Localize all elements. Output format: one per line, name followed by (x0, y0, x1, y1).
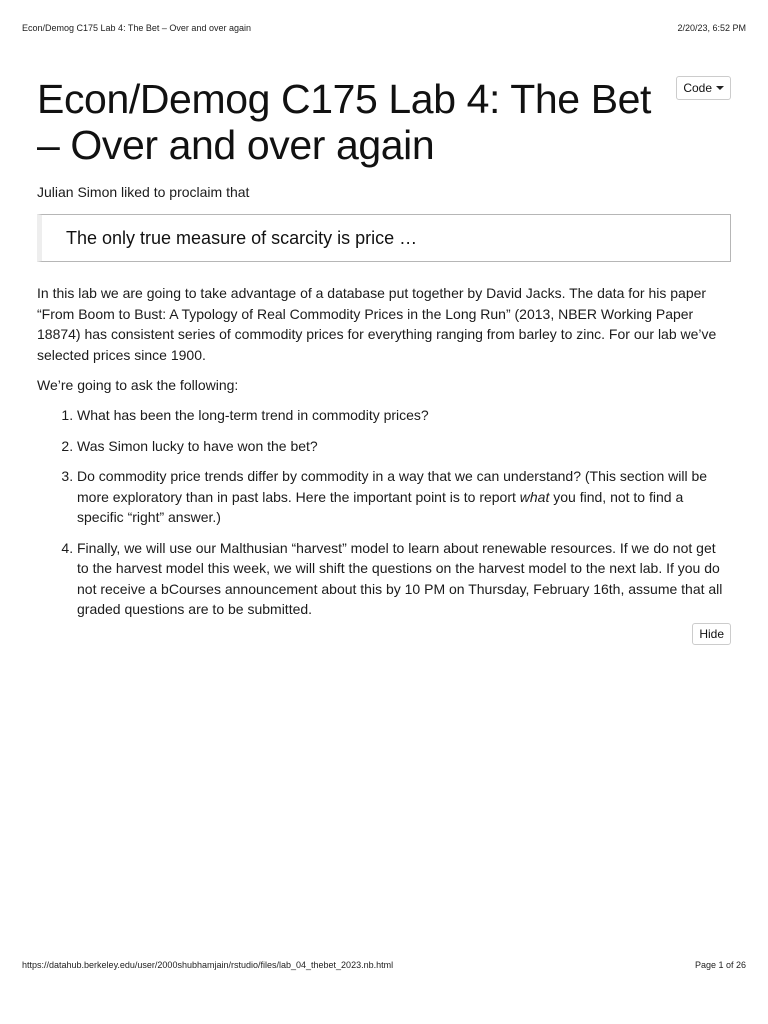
list-item (77, 466, 731, 528)
list-item: 1. What has been the long-term trend in commodity prices? (77, 405, 731, 426)
questions-list (37, 405, 731, 620)
page-number: Page 1 of 26 (694, 960, 746, 970)
code-button-label: Code (683, 81, 712, 95)
list-item: 2. Was Simon lucky to have won the bet? (77, 436, 731, 457)
document-content (37, 70, 731, 641)
print-header (22, 23, 746, 33)
emphasis-text: what (519, 488, 550, 505)
quote-block: The only true measure of scarcity is price … (37, 214, 731, 262)
list-item-text: Do commodity price trends differ by commodity in a way that we can understand? (This section will be more exploratory than in past labs. Here the important point is to report (77, 468, 708, 505)
footer-url: https://datahub.berkeley.edu/user/2000shubhamjain/rstudio/files/lab_04_thebet_2023.nb.html (22, 960, 394, 970)
list-item: 4. Finally, we will use our Malthusian “harvest” model to learn about renewable resources. If we do not get to the harvest model this week, we will shift the questions on the harvest model to the next lab. If you do not receive a bCourses announcement about this by 10 PM on Thursday, February 16th, assume that all graded questions are to be submitted. (77, 538, 731, 620)
page-title: Econ/Demog C175 Lab 4: The Bet – Over and over again (37, 76, 652, 168)
list-item-text: you find, not to find a specific “right” answer.) (77, 488, 684, 525)
intro-text: Julian Simon liked to proclaim that (37, 184, 250, 200)
header-datetime: 2/20/23, 6:52 PM (677, 23, 746, 33)
body-paragraph: In this lab we are going to take advantage of a database put together by David Jacks. The data for his paper “From Boom to Bust: A Typology of Real Commodity Prices in the Long Run” (2013, NBER Working Paper 18874) has consistent series of commodity prices for everything ranging from barley to zinc. For our lab we’ve selected prices since 1900. (37, 285, 717, 363)
caret-down-icon (716, 86, 724, 90)
print-footer (22, 960, 746, 970)
header-doc-title: Econ/Demog C175 Lab 4: The Bet – Over and over again (22, 23, 251, 33)
questions-intro: We’re going to ask the following: (37, 377, 239, 393)
hide-button[interactable]: Hide (692, 623, 731, 645)
code-dropdown-button[interactable] (676, 76, 731, 100)
